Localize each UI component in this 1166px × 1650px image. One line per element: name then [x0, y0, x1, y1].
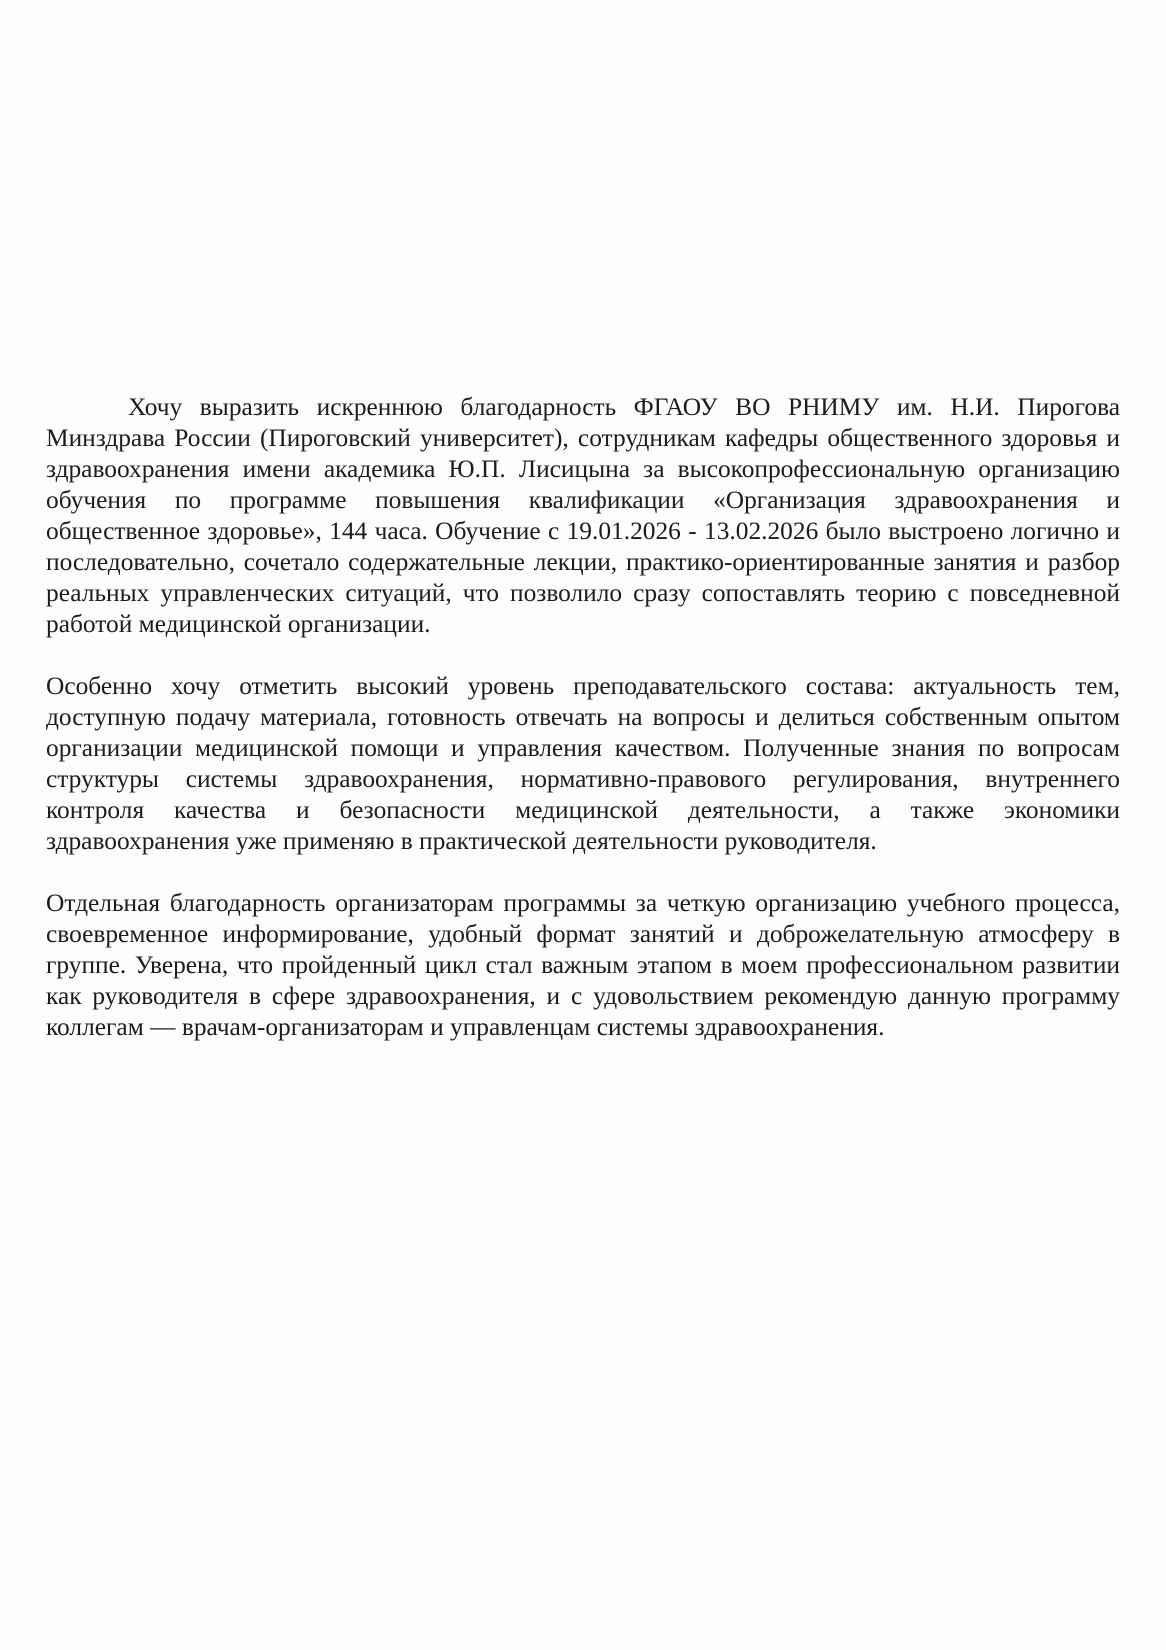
paragraph-organizers: Отдельная благодарность организаторам программы за четкую организацию учебного процесса, своевременное информирование, удобный формат занятий и доброжелательную атмосферу в группе. Уверена, что пройденный цикл стал важным этапом в моем профессиональном развитии как руководителя в сфере здравоохранения, и с удовольствием рекомендую данную программу коллегам — врачам-организаторам и управленцам системы здравоохранения. [46, 889, 1120, 1041]
letter-body [46, 392, 1120, 1074]
paragraph-teaching-staff: Особенно хочу отметить высокий уровень преподавательского состава: актуальность тем, доступную подачу материала, готовность отвечать на вопросы и делиться собственным опытом организации медицинской помощи и управления качеством. Полученные знания по вопросам структуры системы здравоохранения, нормативно-правового регулирования, внутреннего контроля качества и безопасности медицинской деятельности, а также экономики здравоохранения уже применяю в практической деятельности руководителя. [46, 672, 1120, 855]
paragraph-gratitude-intro: Хочу выразить искреннюю благодарность ФГАОУ ВО РНИМУ им. Н.И. Пирогова Минздрава России (Пироговский университет), сотрудникам кафедры общественного здоровья и здравоохранения имени академика Ю.П. Лисицына за высокопрофессиональную организацию обучения по программе повышения квалификации «Организация здравоохранения и общественное здоровье», 144 часа. Обучение с 19.01.2026 - 13.02.2026 было выстроено логично и последовательно, сочетало содержательные лекции, практико-ориентированные занятия и разбор реальных управленческих ситуаций, что позволило сразу сопоставлять теорию с повседневной работой медицинской организации. [46, 393, 1120, 638]
